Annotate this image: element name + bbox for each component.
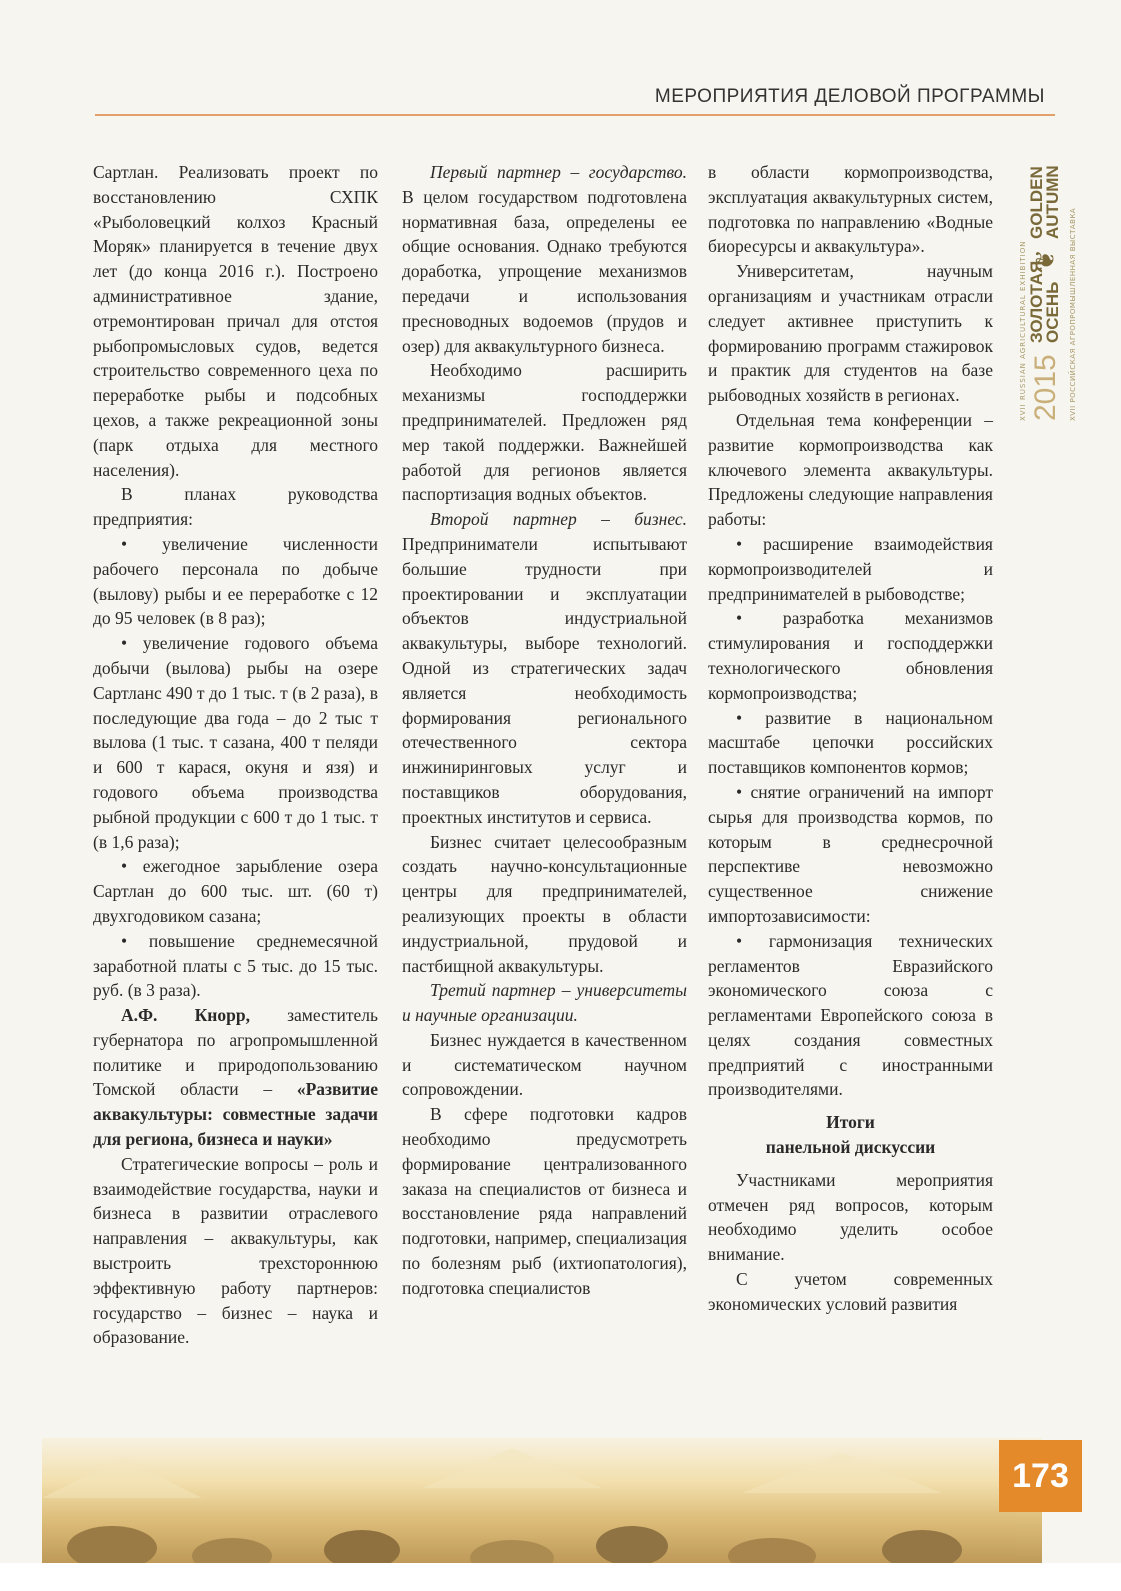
- speaker-name: А.Ф. Кнорр,: [121, 1005, 250, 1026]
- page-number: 173: [999, 1440, 1082, 1512]
- list-item: • развитие в национальном масштабе цепочки российских поставщиков компонентов кормов;: [708, 706, 993, 780]
- paragraph: Отдельная тема конференции – развитие кормопроизводства как ключевого элемента аквакультуры. Предложены следующие направления работы:: [708, 409, 993, 530]
- paragraph: Необходимо расширить механизмы господдержки предпринимателей. Предложен ряд мер такой поддержки. Важнейшей работой для регионов является паспортизация водных объектов.: [402, 360, 687, 505]
- exhibition-logo: [1015, 125, 1085, 425]
- paragraph: в области кормопроизводства, эксплуатация аквакультурных систем, подготовка по направлению «Водные биоресурсы и аквакультура».: [708, 162, 993, 257]
- paragraph: Первый партнер – государство. В целом государством подготовлена нормативная база, определены ее общие основания. Однако требуются доработка, упрощение механизмов передачи и использования пресноводных водоемов (прудов и озер) для аквакультурного бизнеса.: [402, 162, 687, 356]
- list-item: • гармонизация технических регламентов Евразийского экономического союза с регламентами Европейского союза в целях создания совместных предприятий с иностранными производителями.: [708, 929, 993, 1103]
- logo-title-en: GOLDEN AUTUMN: [1027, 165, 1062, 239]
- logo-title-ru: ЗОЛОТАЯ ОСЕНЬ: [1027, 260, 1062, 343]
- speaker-role: заместитель губернатора по агропромышленной политике и природопользованию Томской области –: [93, 1005, 378, 1100]
- leaf-icon: ❦: [1031, 249, 1061, 271]
- paragraph: Бизнес считает целесообразным создать научно-консультационные центры для предпринимателей, реализующих проекты в области индустриальной, прудовой и пастбищной аквакультуры.: [402, 831, 687, 976]
- list-item: • снятие ограничений на импорт сырья для производства кормов, по которым в среднесрочной перспективе невозможно существенное снижение импортозависимости:: [708, 780, 993, 929]
- running-header: [95, 82, 1055, 116]
- paragraph: [402, 978, 687, 1028]
- text-column-2: [402, 160, 687, 1301]
- bottom-margin: [0, 1563, 1121, 1591]
- list-item: • ежегодное зарыбление озера Сартлан до 600 тыс. шт. (60 т) двухгодовиком сазана;: [93, 854, 378, 928]
- talk-title: «Развитие аквакультуры: совместные задачи для региона, бизнеса и науки»: [93, 1079, 379, 1150]
- paragraph: Участниками мероприятия отмечен ряд вопросов, которым необходимо уделить особое внимание.: [708, 1169, 993, 1265]
- logo-caption-ru: XVII РОССИЙСКАЯ АГРОПРОМЫШЛЕННАЯ ВЫСТАВКА: [1069, 207, 1077, 421]
- paragraph: Бизнес нуждается в качественном и систематическом научном сопровождении.: [402, 1029, 687, 1100]
- partner-heading: Первый партнер – государство.: [430, 162, 687, 182]
- logo-caption-en: XVII RUSSIAN AGRICULTURAL EXHIBITION: [1019, 240, 1027, 421]
- partner-heading: Второй партнер – бизнес.: [430, 509, 687, 530]
- paragraph: В сфере подготовки кадров необходимо предусмотреть формирование централизованного заказа на специалистов от бизнеса и восстановление ряда направлений подготовки, например, специализация по болезням рыб (ихтиопатология), подготовка специалистов: [402, 1104, 687, 1298]
- logo-year: 2015: [1029, 354, 1062, 421]
- paragraph: Университетам, научным организациям и участникам отрасли следует активнее приступить к формированию программ стажировок и практик для студентов на базе рыбоводных хозяйств в регионах.: [708, 261, 993, 406]
- list-item: • разработка механизмов стимулирования и господдержки технологического обновления кормопроизводства;: [708, 606, 993, 705]
- paragraph: В планах руководства предприятия:: [93, 484, 378, 530]
- paragraph: Стратегические вопросы – роль и взаимодействие государства, науки и бизнеса в развитии отраслевого направления – аквакультуры, как выстроить трехстороннюю эффективную работу партнеров: государство – бизнес – наука и образование.: [93, 1153, 378, 1348]
- text-column-1: [93, 160, 378, 1350]
- hay-field-image: [42, 1438, 1042, 1563]
- paragraph: Второй партнер – бизнес. Предприниматели испытывают большие трудности при проектировании и эксплуатации объектов индустриальной аквакультуры, выборе технологий. Одной из стратегических задач является необходимость формирования регионального отечественного сектора инжиниринговых услуг и поставщиков оборудования, проектных институтов и сервиса.: [402, 509, 687, 827]
- list-item: • увеличение численности рабочего персонала по добыче (вылову) рыбы и ее переработке с 12 до 95 человек (в 8 раз);: [93, 532, 378, 631]
- list-item: • расширение взаимодействия кормопроизводителей и предпринимателей в рыбоводстве;: [708, 532, 993, 606]
- hay-bales-graphic: [42, 1438, 1042, 1563]
- text-column-3: [708, 160, 993, 1317]
- section-title: МЕРОПРИЯТИЯ ДЕЛОВОЙ ПРОГРАММЫ: [654, 86, 1045, 107]
- paragraph: Сартлан. Реализовать проект по восстановлению СХПК «Рыболовецкий колхоз Красный Моряк» планируется в течение двух лет (до конца 2016 г.). Построено административное здание, отремонтирован причал для отстоя рыбопромысловых судов, ведется строительство современного цеха по переработке рыбы и подсобных цехов, а также рекреационной зоны (парк отдыха для местного населения).: [93, 162, 378, 480]
- list-item: • увеличение годового объема добычи (вылова) рыбы на озере Сартланс 490 т до 1 тыс. т (в 2 раза), в последующие два года – до 2 тыс т вылова (1 тыс. т сазана, 400 т пеляди и 600 т карася, окуня и язя) и годового объема производства рыбной продукции с 600 т до 1 тыс. т (в 1,6 раза);: [93, 631, 378, 854]
- paragraph: С учетом современных экономических условий развития: [708, 1269, 993, 1314]
- list-item: • повышение среднемесячной заработной платы с 5 тыс. до 15 тыс. руб. (в 3 раза).: [93, 929, 378, 1003]
- section-heading: Итоги панельной дискуссии: [765, 1112, 936, 1158]
- speaker-paragraph: [93, 1003, 378, 1152]
- partner-heading: Третий партнер – университеты и научные организации.: [402, 980, 687, 1026]
